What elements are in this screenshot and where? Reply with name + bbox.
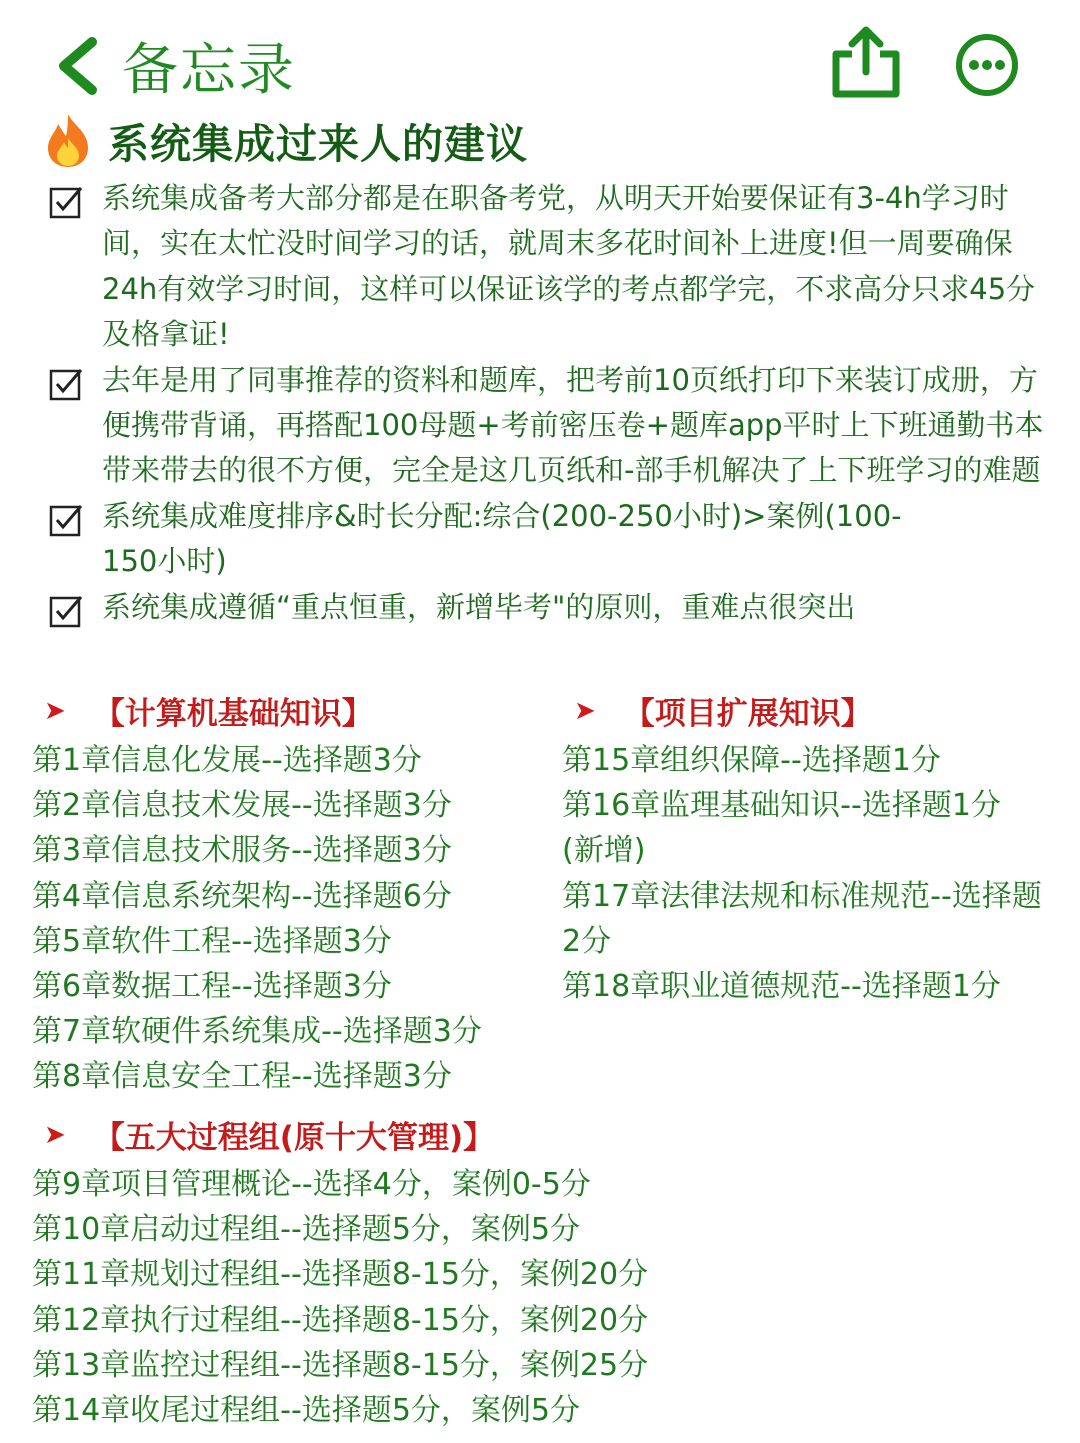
top-bar [0,0,1080,112]
advice-list [48,176,1058,630]
list-item: 第16章监理基础知识--选择题1分(新增) [562,788,1001,869]
section-heading-process [44,1112,494,1157]
list-item: 第13章监控过程组--选择题8-15分，案例25分 [32,1347,649,1383]
advice-text: 系统集成难度排序&时长分配:综合(200-250小时)>案例(100-150小时) [102,498,902,579]
list-item: 第11章规划过程组--选择题8-15分，案例20分 [32,1257,649,1293]
list-item: 第8章信息安全工程--选择题3分 [32,1059,452,1095]
advice-text: 系统集成备考大部分都是在职备考党，从明天开始要保证有3-4h学习时间，实在太忙没时间学习的话，就周末多花时间补上进度!但一周要确保24h有效学习时间，这样可以保证该学的考点都学完，不求高分只求45分及格拿证! [102,181,1036,352]
list-item: 第15章组织保障--选择题1分 [562,743,941,778]
section-heading-computer [44,688,373,733]
list-item: 第14章收尾过程组--选择题5分，案例5分 [32,1393,580,1429]
checkbox-icon [48,593,84,629]
extension-chapter-list [562,738,1062,1009]
note-title: 系统集成过来人的建议 [108,119,528,168]
advice-text: 系统集成遵循“重点恒重，新增毕考"的原则，重难点很突出 [102,589,856,624]
list-item: 第3章信息技术服务--选择题3分 [32,833,452,869]
chevron-left-icon [52,36,100,96]
list-item: 第5章软件工程--选择题3分 [32,923,392,959]
arrow-icon: ➤ [44,1119,66,1150]
share-button[interactable] [828,24,904,100]
computer-chapter-list [32,738,552,1100]
arrow-icon: ➤ [44,695,66,726]
back-label: 备忘录 [122,38,296,103]
list-item: 第1章信息化发展--选择题3分 [32,743,422,778]
more-icon [954,32,1020,98]
advice-item [48,494,1058,585]
section-heading-text: 【计算机基础知识】 [93,696,373,732]
arrow-icon: ➤ [574,695,596,726]
list-item: 第18章职业道德规范--选择题1分 [562,969,1001,1005]
section-heading-text: 【项目扩展知识】 [623,696,872,732]
more-button[interactable] [954,32,1020,98]
list-item: 第4章信息系统架构--选择题6分 [32,878,452,914]
advice-item [48,585,1058,630]
share-icon [828,24,904,100]
back-button[interactable] [52,28,296,104]
process-chapter-list [32,1162,1032,1433]
checkbox-icon [48,502,84,538]
list-item: 第12章执行过程组--选择题8-15分，案例20分 [32,1302,649,1338]
list-item: 第6章数据工程--选择题3分 [32,969,392,1005]
advice-item [48,176,1058,358]
note-title-row [44,110,528,170]
advice-item [48,358,1058,494]
checkbox-icon [48,184,84,220]
list-item: 第9章项目管理概论--选择4分，案例0-5分 [32,1167,591,1202]
fire-icon [44,112,92,168]
list-item: 第10章启动过程组--选择题5分，案例5分 [32,1212,580,1248]
list-item: 第7章软硬件系统集成--选择题3分 [32,1014,482,1050]
section-heading-text: 【五大过程组(原十大管理)】 [93,1120,495,1156]
list-item: 第2章信息技术发展--选择题3分 [32,788,452,824]
checkbox-icon [48,366,84,402]
list-item: 第17章法律法规和标准规范--选择题2分 [562,878,1042,959]
advice-text: 去年是用了同事推荐的资料和题库，把考前10页纸打印下来装订成册，方便携带背诵，再搭配100母题+考前密压卷+题库app平时上下班通勤书本带来带去的很不方便，完全是这几页纸和-部手机解决了上下班学习的难题 [102,362,1044,488]
section-heading-extension [574,688,872,733]
